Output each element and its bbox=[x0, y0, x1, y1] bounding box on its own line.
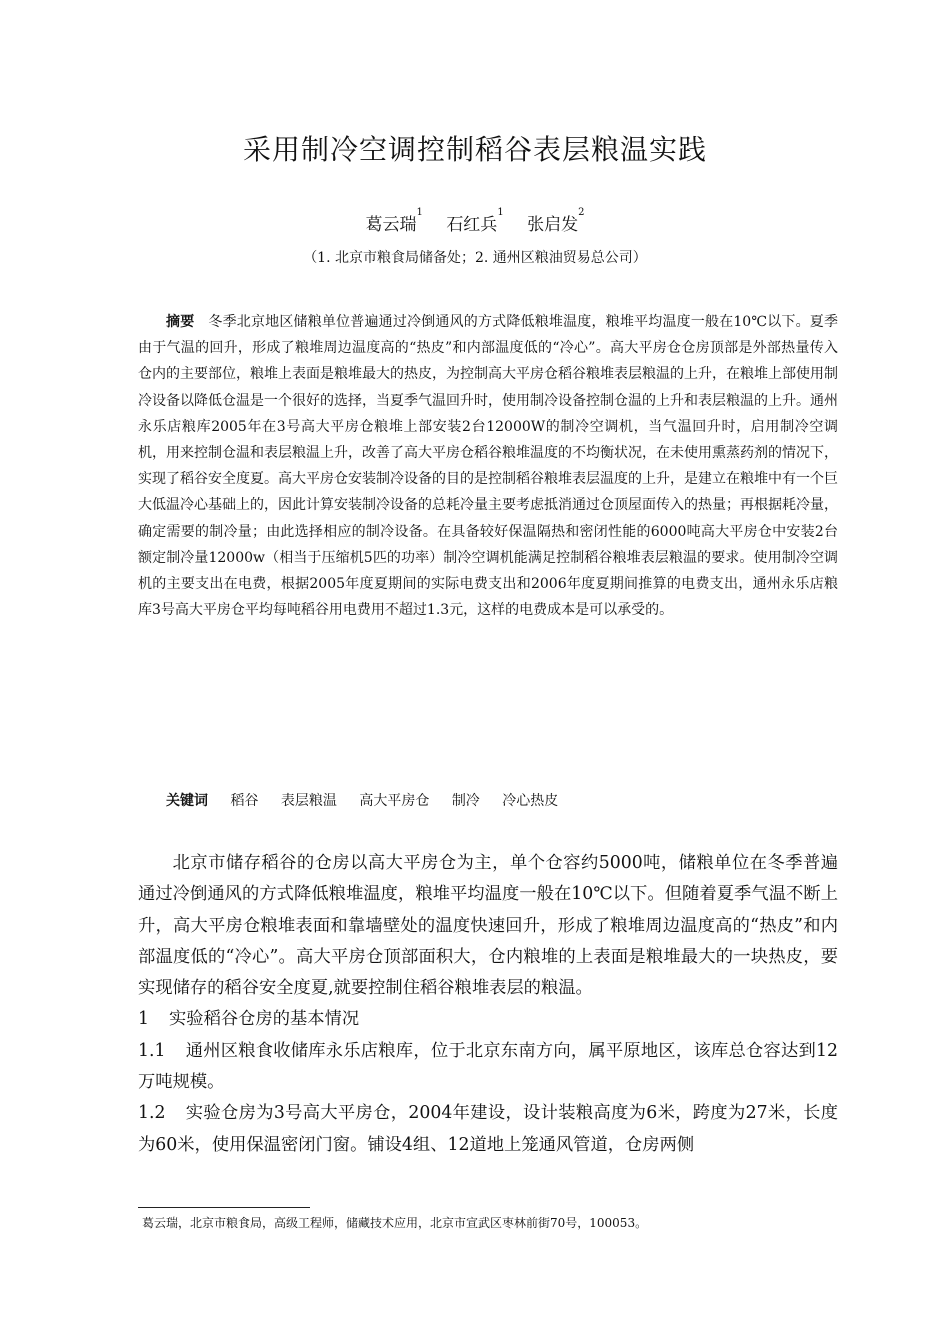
author-1 bbox=[365, 207, 423, 235]
intro-paragraph: 北京市储存稻谷的仓房以高大平房仓为主，单个仓容约5000吨，储粮单位在冬季普遍通过冷倒通风的方式降低粮堆温度，粮堆平均温度一般在10℃以下。但随着夏季气温不断上升，高大平房仓粮堆表面和靠墙壁处的温度快速回升，形成了粮堆周边温度高的“热皮”和内部温度低的“冷心”。高大平房仓顶部面积大，仓内粮堆的上表面是粮堆最大的一块热皮，要实现储存的稻谷安全度夏,就要控制住稻谷粮堆表层的粮温。 bbox=[138, 853, 838, 999]
section-heading bbox=[138, 1004, 838, 1035]
subsection-text: 通州区粮食收储库永乐店粮库，位于北京东南方向，属平原地区，该库总仓容达到12万吨规模。 bbox=[138, 1040, 838, 1093]
footnote: 葛云瑞，北京市粮食局，高级工程师，储藏技术应用，北京市宣武区枣林前街70号，100053。 bbox=[142, 1216, 648, 1230]
subsection-text: 实验仓房为3号高大平房仓，2004年建设，设计装粮高度为6米，跨度为27米，长度为60米，使用保温密闭门窗。铺设4组、12道地上笼通风管道，仓房两侧 bbox=[138, 1103, 838, 1155]
section-number: 1 bbox=[138, 1009, 149, 1030]
subsection-1-1 bbox=[138, 1036, 838, 1099]
keyword: 制冷 bbox=[451, 793, 480, 809]
author-name: 张启发 bbox=[527, 215, 579, 235]
keywords-label: 关键词 bbox=[166, 793, 208, 809]
affiliation: （1. 北京市粮食局储备处；2. 通州区粮油贸易总公司） bbox=[303, 250, 647, 266]
keyword: 高大平房仓 bbox=[359, 793, 430, 809]
author-affil-mark: 2 bbox=[578, 207, 585, 218]
keyword: 表层粮温 bbox=[280, 793, 337, 809]
author-affil-mark: 1 bbox=[497, 207, 504, 218]
author-name: 葛云瑞 bbox=[365, 215, 417, 235]
subsection-1-2 bbox=[138, 1098, 838, 1161]
keywords bbox=[166, 790, 846, 810]
subsection-number: 1.1 bbox=[138, 1040, 166, 1061]
keyword: 冷心热皮 bbox=[502, 793, 559, 809]
author-2 bbox=[446, 207, 504, 235]
author-name: 石红兵 bbox=[446, 215, 498, 235]
section-title: 实验稻谷仓房的基本情况 bbox=[169, 1009, 360, 1030]
keyword: 稻谷 bbox=[230, 793, 259, 809]
author-3 bbox=[527, 207, 585, 235]
abstract-label: 摘要 bbox=[166, 314, 195, 330]
body-text bbox=[138, 848, 838, 1161]
subsection-number: 1.2 bbox=[138, 1103, 166, 1124]
abstract bbox=[138, 309, 838, 623]
abstract-text: 冬季北京地区储粮单位普遍通过冷倒通风的方式降低粮堆温度，粮堆平均温度一般在10℃以下。夏季由于气温的回升，形成了粮堆周边温度高的“热皮”和内部温度低的“冷心”。高大平房仓仓房顶部是外部热量传入仓内的主要部位，粮堆上表面是粮堆最大的热皮，为控制高大平房仓稻谷粮堆表层粮温的上升，在粮堆上部使用制冷设备以降低仓温是一个很好的选择，当夏季气温回升时，使用制冷设备控制仓温的上升和表层粮温的上升。通州永乐店粮库2005年在3号高大平房仓粮堆上部安装2台12000W的制冷空调机，当气温回升时，启用制冷空调机，用来控制仓温和表层粮温上升，改善了高大平房仓稻谷粮堆温度的不均衡状况，在未使用熏蒸药剂的情况下，实现了稻谷安全度夏。高大平房仓安装制冷设备的目的是控制稻谷粮堆表层温度的上升，是建立在粮堆中有一个巨大低温冷心基础上的，因此计算安装制冷设备的总耗冷量主要考虑抵消通过仓顶屋面传入的热量；再根据耗冷量，确定需要的制冷量；由此选择相应的制冷设备。在具备较好保温隔热和密闭性能的6000吨高大平房仓中安装2台额定制冷量12000w（相当于压缩机5匹的功率）制冷空调机能满足控制稻谷粮堆表层粮温的要求。使用制冷空调机的主要支出在电费，根据2005年度夏期间的实际电费支出和2006年度夏期间推算的电费支出，通州永乐店粮库3号高大平房仓平均每吨稻谷用电费用不超过1.3元，这样的电费成本是可以承受的。 bbox=[138, 314, 839, 619]
author-line bbox=[0, 207, 950, 235]
author-affil-mark: 1 bbox=[416, 207, 423, 218]
footnote-rule bbox=[138, 1207, 310, 1208]
paper-title: 采用制冷空调控制稻谷表层粮温实践 bbox=[242, 133, 707, 166]
